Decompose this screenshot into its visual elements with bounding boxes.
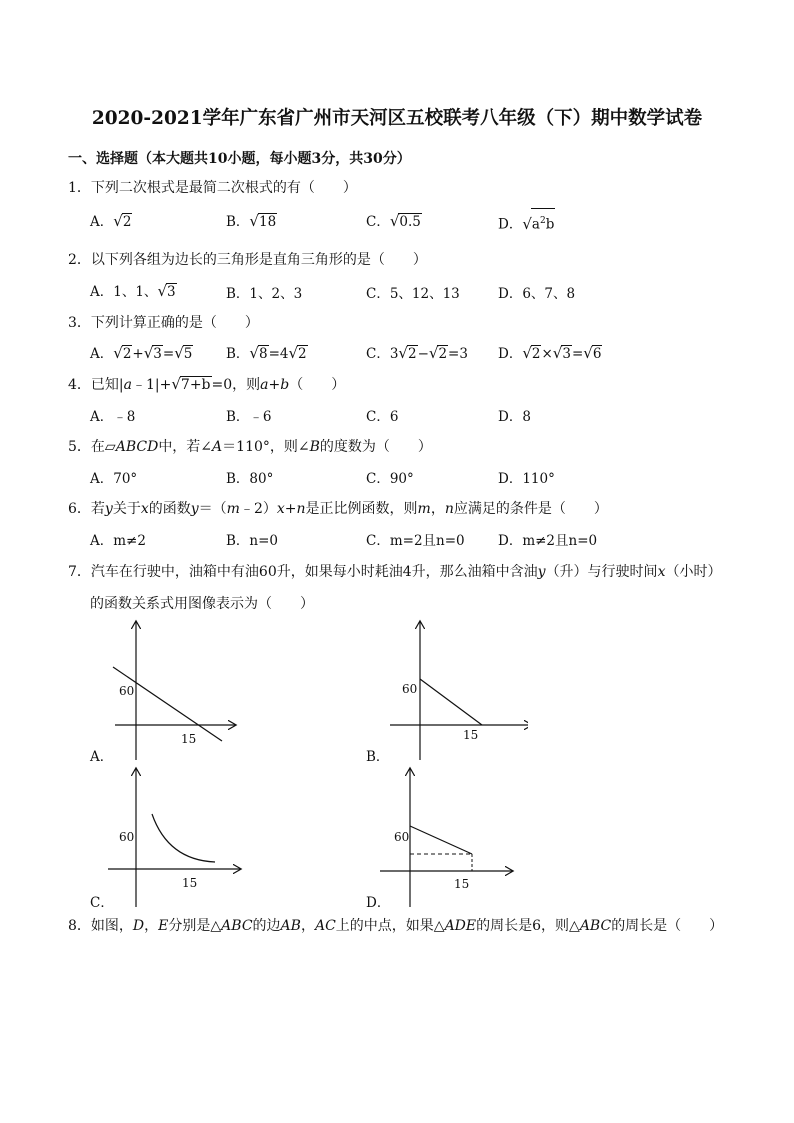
q1-option-b[interactable]: B．√18 [226,212,277,230]
x-tick-label: 15 [181,732,197,746]
q4-option-d[interactable]: D．8 [498,409,531,425]
q2-option-c[interactable]: C．5、12、13 [366,286,460,302]
q7-graph-d[interactable] [364,762,524,912]
q5-option-b[interactable]: B．80° [226,471,274,487]
graph-line [113,667,222,741]
q2-option-d[interactable]: D．6、7、8 [498,286,576,302]
q3-option-d[interactable]: D．√2×√3=√6 [498,344,602,362]
q6-option-a[interactable]: A．m≠2 [90,533,146,549]
q3-option-a[interactable]: A．√2+√3=√5 [90,344,193,362]
question-7-stem-line2: 的函数关系式用图像表示为（ ） [90,596,314,612]
x-tick-label: 15 [182,876,198,890]
q3-option-b[interactable]: B．√8=4√2 [226,344,307,362]
q7-option-b-label[interactable]: B． [366,749,390,765]
question-2-stem: 2．以下列各组为边长的三角形是直角三角形的是（ ） [68,252,427,268]
y-tick-label: 60 [394,830,410,844]
question-3-stem: 3．下列计算正确的是（ ） [68,315,259,331]
q7-option-c-label[interactable]: C． [90,895,114,911]
q3-option-c[interactable]: C．3√2−√2=3 [366,344,468,362]
q5-option-a[interactable]: A．70° [90,471,138,487]
graph-curve [152,814,215,862]
x-tick-label: 15 [454,877,470,891]
graph-line [420,679,482,725]
question-4-stem: 4．已知|a﹣1|+√7+b=0，则a+b（ ） [68,375,346,393]
q6-option-c[interactable]: C．m=2且n=0 [366,533,465,549]
q7-graph-a[interactable] [88,615,248,765]
question-5-stem: 5．在▱ABCD中，若∠A＝110°，则∠B的度数为（ ） [68,439,432,455]
q7-graph-b[interactable] [368,615,528,765]
y-tick-label: 60 [402,682,418,696]
q1-option-a[interactable]: A．√2 [90,212,132,230]
page-title: 2020-2021学年广东省广州市天河区五校联考八年级（下）期中数学试卷 [91,108,703,129]
q4-option-c[interactable]: C．6 [366,409,399,425]
q7-option-a-label[interactable]: A． [90,749,114,765]
q4-option-a[interactable]: A．﹣8 [90,409,136,425]
q5-option-d[interactable]: D．110° [498,471,555,487]
q6-option-d[interactable]: D．m≠2且n=0 [498,533,598,549]
q1-option-d[interactable]: D．$√a^2b$ [498,208,555,233]
section-heading: 一、选择题（本大题共10小题，每小题3分，共30分） [68,151,411,167]
question-8-stem: 8．如图，D，E分别是△ABC的边AB，AC上的中点，如果△ADE的周长是6，则△ABC的周长是（ ） [68,918,724,934]
q7-option-d-label[interactable]: D． [366,895,391,911]
q2-option-b[interactable]: B．1、2、3 [226,286,303,302]
q2-option-a[interactable]: A．1、1、√3 [90,282,176,300]
q7-graph-c[interactable] [88,762,248,912]
q5-option-c[interactable]: C．90° [366,471,414,487]
question-6-stem: 6．若y关于x的函数y＝（m﹣2）x+n是正比例函数，则m，n应满足的条件是（ ） [68,501,608,517]
question-7-stem-line1: 7．汽车在行驶中，油箱中有油60升，如果每小时耗油4升，那么油箱中含油y（升）与行驶时间x（小时） [68,564,722,580]
x-tick-label: 15 [463,728,479,742]
q4-option-b[interactable]: B．﹣6 [226,409,272,425]
q1-option-c[interactable]: C．√0.5 [366,212,421,230]
q6-option-b[interactable]: B．n=0 [226,533,279,549]
y-tick-label: 60 [119,684,135,698]
graph-line [410,826,472,854]
y-tick-label: 60 [119,830,135,844]
question-1-stem: 1．下列二次根式是最简二次根式的有（ ） [68,180,357,196]
